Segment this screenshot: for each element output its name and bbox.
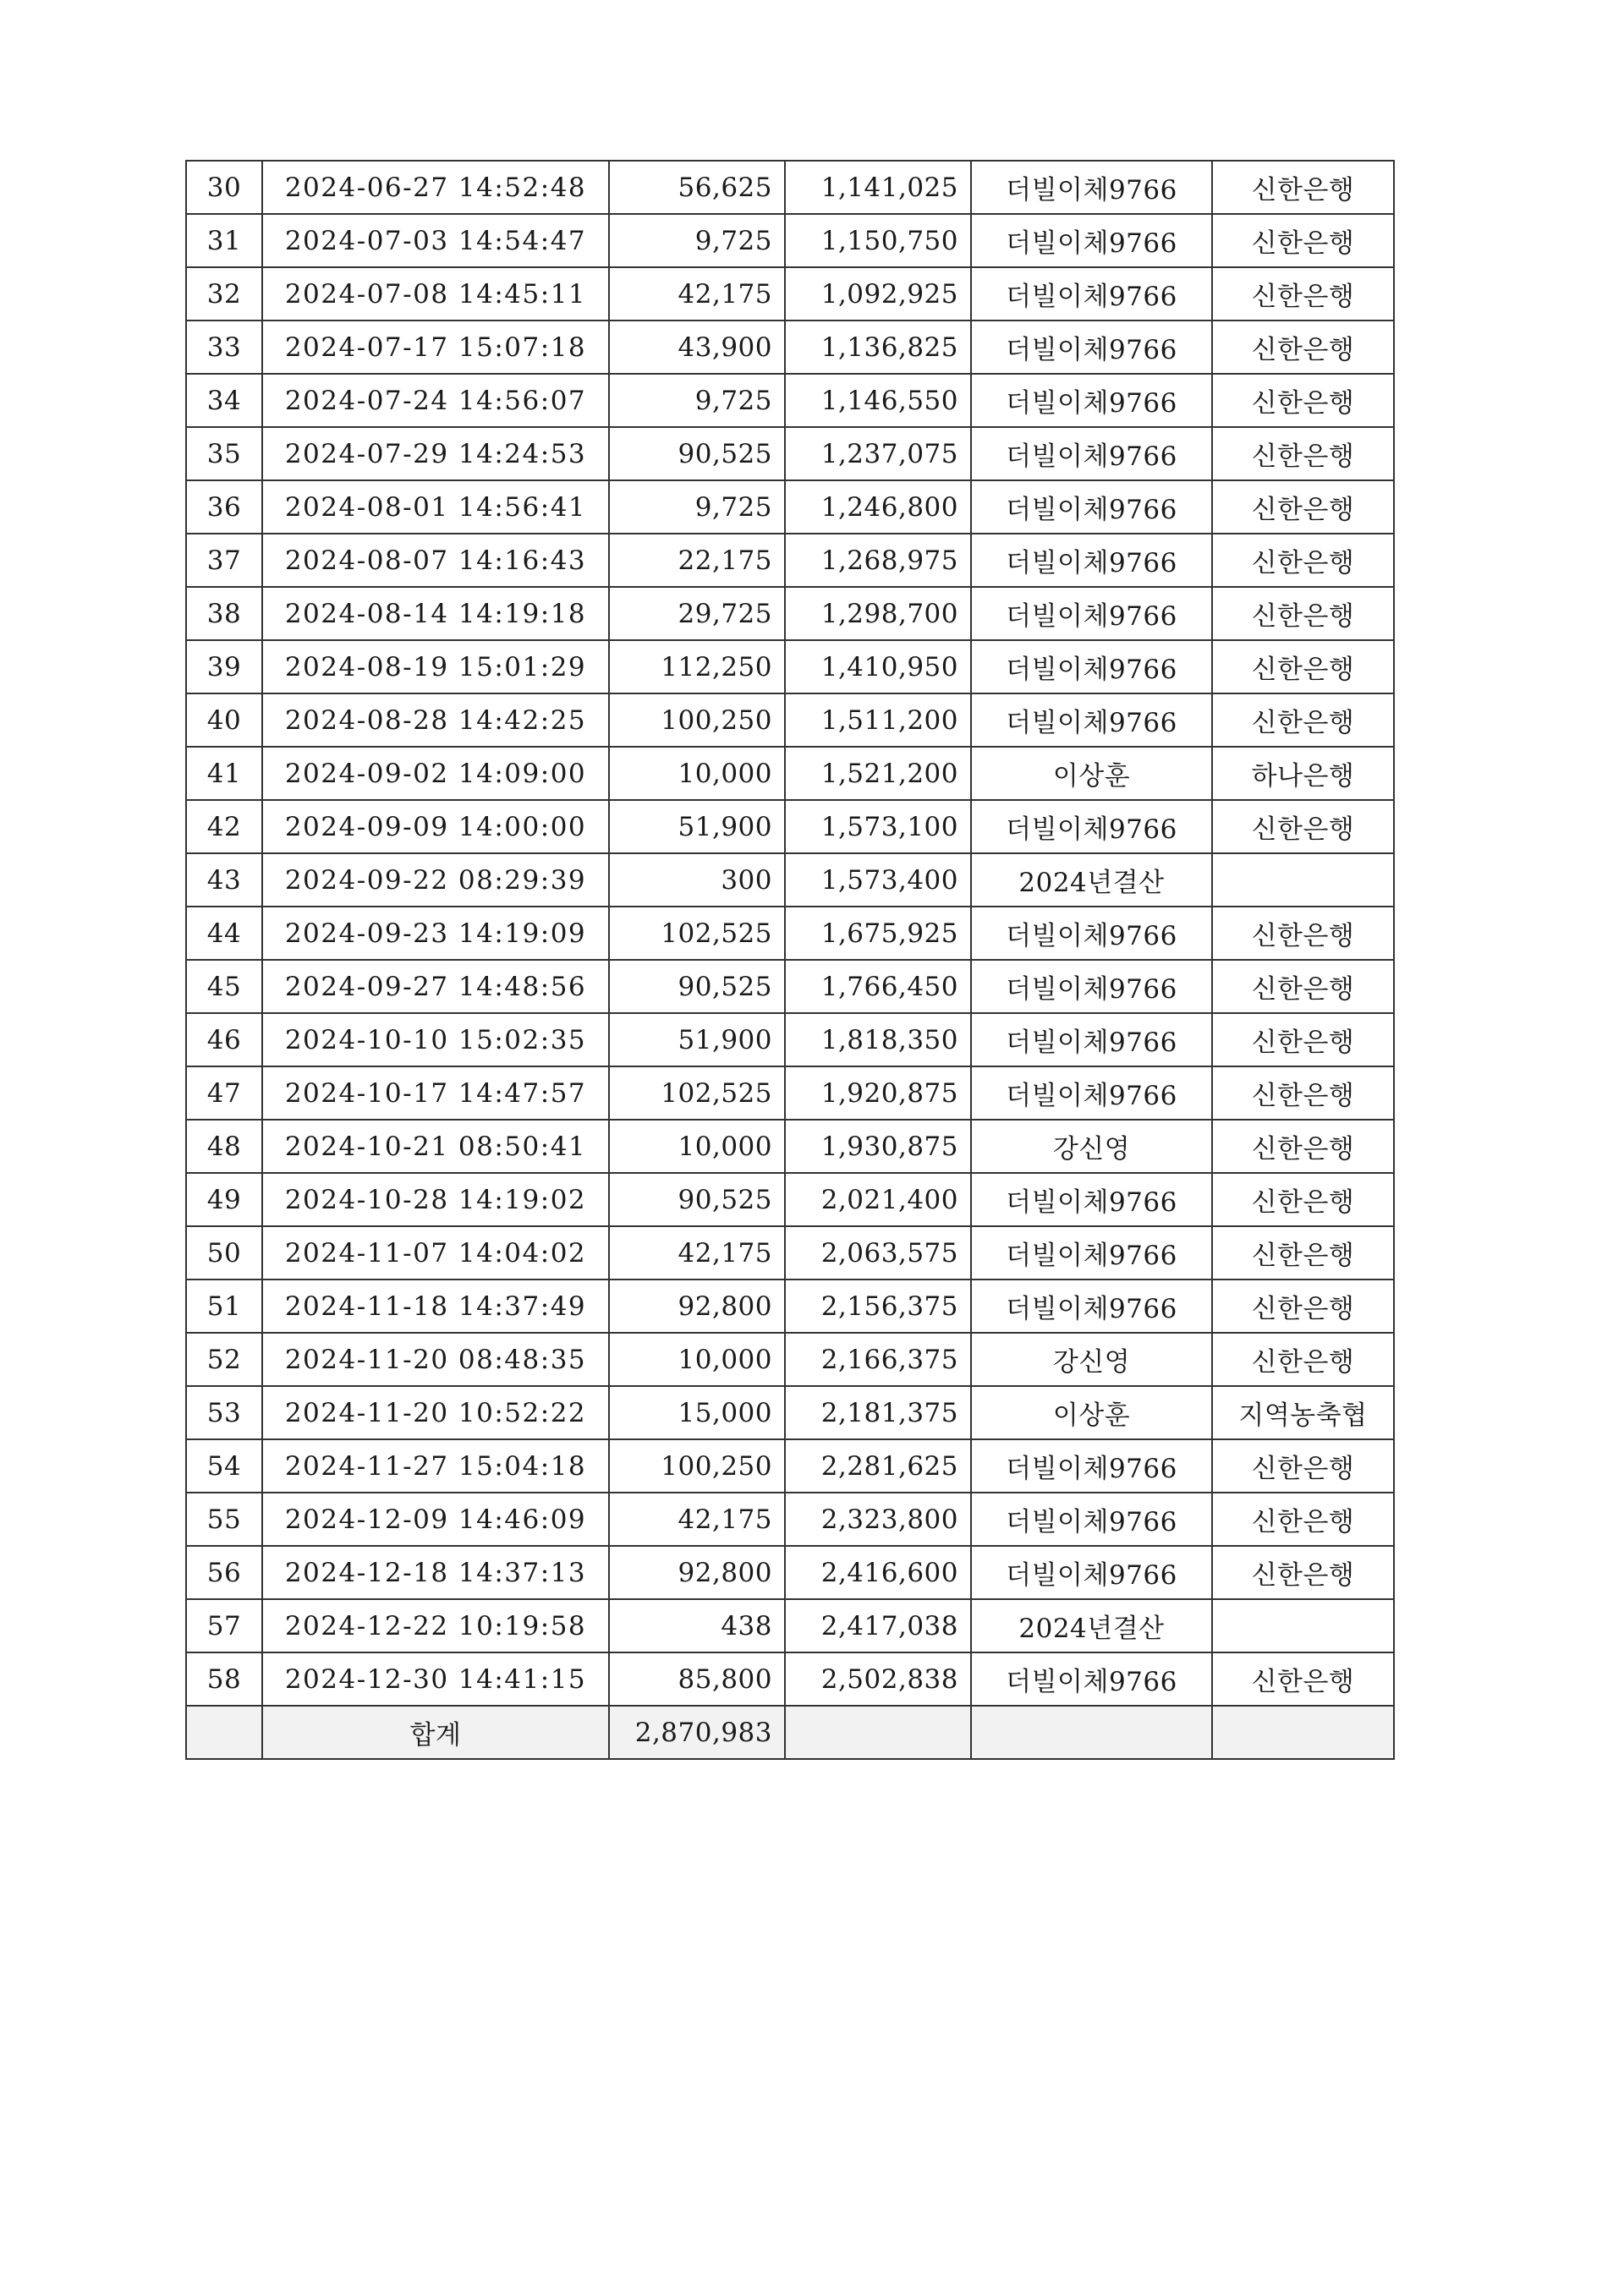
transaction-amount: 102,525 (609, 1066, 785, 1120)
transaction-amount: 92,800 (609, 1280, 785, 1333)
depositor-name: 더빌이체9766 (971, 1652, 1212, 1706)
account-balance: 1,146,550 (785, 374, 971, 427)
bank-name: 신한은행 (1212, 1652, 1394, 1706)
transaction-datetime: 2024-07-03 14:54:47 (262, 214, 609, 267)
table-row (186, 1066, 1394, 1120)
table-row (186, 267, 1394, 321)
depositor-name: 더빌이체9766 (971, 480, 1212, 534)
bank-name: 신한은행 (1212, 800, 1394, 853)
bank-name: 신한은행 (1212, 587, 1394, 640)
table-row (186, 480, 1394, 534)
transaction-datetime: 2024-07-24 14:56:07 (262, 374, 609, 427)
table-row (186, 747, 1394, 800)
depositor-name: 더빌이체9766 (971, 1546, 1212, 1599)
table-row (186, 1599, 1394, 1652)
transaction-amount: 438 (609, 1599, 785, 1652)
transaction-datetime: 2024-11-27 15:04:18 (262, 1439, 609, 1493)
table-row (186, 1013, 1394, 1066)
total-depositor-cell (971, 1706, 1212, 1759)
account-balance: 1,150,750 (785, 214, 971, 267)
transaction-amount: 9,725 (609, 214, 785, 267)
depositor-name: 2024년결산 (971, 853, 1212, 907)
depositor-name: 더빌이체9766 (971, 1066, 1212, 1120)
transaction-amount: 9,725 (609, 374, 785, 427)
bank-name: 신한은행 (1212, 534, 1394, 587)
transaction-datetime: 2024-09-22 08:29:39 (262, 853, 609, 907)
table-row (186, 587, 1394, 640)
transaction-datetime: 2024-08-14 14:19:18 (262, 587, 609, 640)
transaction-datetime: 2024-11-07 14:04:02 (262, 1226, 609, 1280)
total-bank-cell (1212, 1706, 1394, 1759)
account-balance: 2,181,375 (785, 1386, 971, 1439)
table-row (186, 1120, 1394, 1173)
depositor-name: 더빌이체9766 (971, 693, 1212, 747)
transaction-amount: 56,625 (609, 161, 785, 214)
row-number: 32 (186, 267, 262, 321)
depositor-name: 더빌이체9766 (971, 587, 1212, 640)
depositor-name: 더빌이체9766 (971, 800, 1212, 853)
row-number: 46 (186, 1013, 262, 1066)
transaction-amount: 85,800 (609, 1652, 785, 1706)
depositor-name: 더빌이체9766 (971, 1280, 1212, 1333)
transaction-amount: 90,525 (609, 427, 785, 480)
transaction-datetime: 2024-12-22 10:19:58 (262, 1599, 609, 1652)
transaction-amount: 15,000 (609, 1386, 785, 1439)
row-number: 36 (186, 480, 262, 534)
bank-name: 신한은행 (1212, 480, 1394, 534)
account-balance: 1,237,075 (785, 427, 971, 480)
row-number: 58 (186, 1652, 262, 1706)
depositor-name: 이상훈 (971, 1386, 1212, 1439)
transaction-datetime: 2024-07-17 15:07:18 (262, 321, 609, 374)
bank-name: 신한은행 (1212, 374, 1394, 427)
depositor-name: 강신영 (971, 1120, 1212, 1173)
transaction-datetime: 2024-08-07 14:16:43 (262, 534, 609, 587)
depositor-name: 더빌이체9766 (971, 374, 1212, 427)
table-row (186, 1652, 1394, 1706)
account-balance: 1,410,950 (785, 640, 971, 693)
table-row (186, 693, 1394, 747)
account-balance: 2,281,625 (785, 1439, 971, 1493)
row-number: 41 (186, 747, 262, 800)
table-row (186, 374, 1394, 427)
bank-name (1212, 1599, 1394, 1652)
depositor-name: 더빌이체9766 (971, 1013, 1212, 1066)
table-row (186, 1333, 1394, 1386)
row-number: 30 (186, 161, 262, 214)
depositor-name: 더빌이체9766 (971, 161, 1212, 214)
total-row (186, 1706, 1394, 1759)
table-row (186, 1439, 1394, 1493)
account-balance: 1,268,975 (785, 534, 971, 587)
depositor-name: 더빌이체9766 (971, 321, 1212, 374)
table-row (186, 534, 1394, 587)
account-balance: 1,246,800 (785, 480, 971, 534)
bank-name: 신한은행 (1212, 161, 1394, 214)
table-row (186, 907, 1394, 960)
bank-name (1212, 853, 1394, 907)
total-no-cell (186, 1706, 262, 1759)
row-number: 55 (186, 1493, 262, 1546)
transaction-datetime: 2024-11-20 10:52:22 (262, 1386, 609, 1439)
row-number: 40 (186, 693, 262, 747)
account-balance: 1,818,350 (785, 1013, 971, 1066)
transaction-amount: 10,000 (609, 747, 785, 800)
row-number: 38 (186, 587, 262, 640)
transaction-amount: 29,725 (609, 587, 785, 640)
bank-name: 신한은행 (1212, 1013, 1394, 1066)
transaction-amount: 92,800 (609, 1546, 785, 1599)
row-number: 35 (186, 427, 262, 480)
table-row (186, 1173, 1394, 1226)
row-number: 34 (186, 374, 262, 427)
table-row (186, 427, 1394, 480)
account-balance: 1,141,025 (785, 161, 971, 214)
depositor-name: 더빌이체9766 (971, 267, 1212, 321)
depositor-name: 강신영 (971, 1333, 1212, 1386)
table-row (186, 1546, 1394, 1599)
table-row (186, 800, 1394, 853)
row-number: 43 (186, 853, 262, 907)
transaction-amount: 102,525 (609, 907, 785, 960)
table-row (186, 640, 1394, 693)
depositor-name: 더빌이체9766 (971, 1226, 1212, 1280)
transaction-amount: 10,000 (609, 1333, 785, 1386)
account-balance: 2,156,375 (785, 1280, 971, 1333)
account-balance: 1,092,925 (785, 267, 971, 321)
depositor-name: 이상훈 (971, 747, 1212, 800)
transaction-datetime: 2024-10-28 14:19:02 (262, 1173, 609, 1226)
row-number: 31 (186, 214, 262, 267)
transaction-amount: 9,725 (609, 480, 785, 534)
transaction-datetime: 2024-11-18 14:37:49 (262, 1280, 609, 1333)
row-number: 42 (186, 800, 262, 853)
account-balance: 1,573,400 (785, 853, 971, 907)
transaction-table (185, 160, 1395, 1760)
table-row (186, 853, 1394, 907)
transaction-datetime: 2024-09-27 14:48:56 (262, 960, 609, 1013)
account-balance: 1,930,875 (785, 1120, 971, 1173)
table-row (186, 1493, 1394, 1546)
transaction-amount: 42,175 (609, 1226, 785, 1280)
bank-name: 신한은행 (1212, 693, 1394, 747)
bank-name: 신한은행 (1212, 1439, 1394, 1493)
total-amount: 2,870,983 (609, 1706, 785, 1759)
row-number: 54 (186, 1439, 262, 1493)
bank-name: 신한은행 (1212, 1333, 1394, 1386)
account-balance: 1,298,700 (785, 587, 971, 640)
transaction-amount: 22,175 (609, 534, 785, 587)
depositor-name: 더빌이체9766 (971, 1173, 1212, 1226)
depositor-name: 더빌이체9766 (971, 907, 1212, 960)
account-balance: 1,521,200 (785, 747, 971, 800)
depositor-name: 더빌이체9766 (971, 1493, 1212, 1546)
row-number: 57 (186, 1599, 262, 1652)
bank-name: 신한은행 (1212, 1546, 1394, 1599)
row-number: 39 (186, 640, 262, 693)
transaction-datetime: 2024-10-21 08:50:41 (262, 1120, 609, 1173)
transaction-datetime: 2024-10-17 14:47:57 (262, 1066, 609, 1120)
bank-name: 신한은행 (1212, 960, 1394, 1013)
depositor-name: 더빌이체9766 (971, 960, 1212, 1013)
row-number: 52 (186, 1333, 262, 1386)
row-number: 50 (186, 1226, 262, 1280)
bank-name: 신한은행 (1212, 214, 1394, 267)
row-number: 53 (186, 1386, 262, 1439)
transaction-amount: 300 (609, 853, 785, 907)
row-number: 33 (186, 321, 262, 374)
transaction-datetime: 2024-09-02 14:09:00 (262, 747, 609, 800)
account-balance: 1,766,450 (785, 960, 971, 1013)
account-balance: 1,573,100 (785, 800, 971, 853)
transaction-datetime: 2024-08-28 14:42:25 (262, 693, 609, 747)
transaction-amount: 10,000 (609, 1120, 785, 1173)
table-row (186, 960, 1394, 1013)
table-row (186, 1226, 1394, 1280)
depositor-name: 더빌이체9766 (971, 427, 1212, 480)
bank-name: 신한은행 (1212, 1493, 1394, 1546)
transaction-table-body (186, 161, 1394, 1759)
transaction-amount: 100,250 (609, 693, 785, 747)
transaction-amount: 112,250 (609, 640, 785, 693)
bank-name: 신한은행 (1212, 1173, 1394, 1226)
row-number: 51 (186, 1280, 262, 1333)
transaction-amount: 100,250 (609, 1439, 785, 1493)
bank-name: 하나은행 (1212, 747, 1394, 800)
transaction-amount: 90,525 (609, 1173, 785, 1226)
transaction-amount: 90,525 (609, 960, 785, 1013)
bank-name: 신한은행 (1212, 907, 1394, 960)
account-balance: 2,323,800 (785, 1493, 971, 1546)
transaction-datetime: 2024-09-09 14:00:00 (262, 800, 609, 853)
bank-name: 신한은행 (1212, 1066, 1394, 1120)
row-number: 45 (186, 960, 262, 1013)
bank-name: 신한은행 (1212, 1226, 1394, 1280)
table-row (186, 161, 1394, 214)
bank-name: 신한은행 (1212, 321, 1394, 374)
bank-name: 신한은행 (1212, 1120, 1394, 1173)
row-number: 37 (186, 534, 262, 587)
account-balance: 1,511,200 (785, 693, 971, 747)
account-balance: 2,416,600 (785, 1546, 971, 1599)
row-number: 49 (186, 1173, 262, 1226)
transaction-amount: 43,900 (609, 321, 785, 374)
transaction-datetime: 2024-08-01 14:56:41 (262, 480, 609, 534)
transaction-datetime: 2024-06-27 14:52:48 (262, 161, 609, 214)
depositor-name: 2024년결산 (971, 1599, 1212, 1652)
transaction-datetime: 2024-07-08 14:45:11 (262, 267, 609, 321)
table-row (186, 214, 1394, 267)
account-balance: 1,675,925 (785, 907, 971, 960)
bank-name: 신한은행 (1212, 267, 1394, 321)
depositor-name: 더빌이체9766 (971, 534, 1212, 587)
account-balance: 2,502,838 (785, 1652, 971, 1706)
transaction-datetime: 2024-08-19 15:01:29 (262, 640, 609, 693)
depositor-name: 더빌이체9766 (971, 640, 1212, 693)
account-balance: 2,166,375 (785, 1333, 971, 1386)
row-number: 56 (186, 1546, 262, 1599)
table-row (186, 1280, 1394, 1333)
total-balance-cell (785, 1706, 971, 1759)
row-number: 47 (186, 1066, 262, 1120)
transaction-amount: 51,900 (609, 800, 785, 853)
transaction-datetime: 2024-12-30 14:41:15 (262, 1652, 609, 1706)
transaction-amount: 42,175 (609, 267, 785, 321)
transaction-datetime: 2024-12-18 14:37:13 (262, 1546, 609, 1599)
depositor-name: 더빌이체9766 (971, 1439, 1212, 1493)
transaction-datetime: 2024-10-10 15:02:35 (262, 1013, 609, 1066)
account-balance: 1,136,825 (785, 321, 971, 374)
account-balance: 1,920,875 (785, 1066, 971, 1120)
transaction-datetime: 2024-07-29 14:24:53 (262, 427, 609, 480)
row-number: 48 (186, 1120, 262, 1173)
depositor-name: 더빌이체9766 (971, 214, 1212, 267)
transaction-datetime: 2024-11-20 08:48:35 (262, 1333, 609, 1386)
total-label: 합계 (262, 1706, 609, 1759)
account-balance: 2,417,038 (785, 1599, 971, 1652)
account-balance: 2,021,400 (785, 1173, 971, 1226)
table-row (186, 1386, 1394, 1439)
transaction-amount: 42,175 (609, 1493, 785, 1546)
transaction-datetime: 2024-12-09 14:46:09 (262, 1493, 609, 1546)
account-balance: 2,063,575 (785, 1226, 971, 1280)
bank-name: 신한은행 (1212, 640, 1394, 693)
row-number: 44 (186, 907, 262, 960)
bank-name: 신한은행 (1212, 427, 1394, 480)
transaction-amount: 51,900 (609, 1013, 785, 1066)
transaction-datetime: 2024-09-23 14:19:09 (262, 907, 609, 960)
bank-name: 신한은행 (1212, 1280, 1394, 1333)
bank-name: 지역농축협 (1212, 1386, 1394, 1439)
table-row (186, 321, 1394, 374)
